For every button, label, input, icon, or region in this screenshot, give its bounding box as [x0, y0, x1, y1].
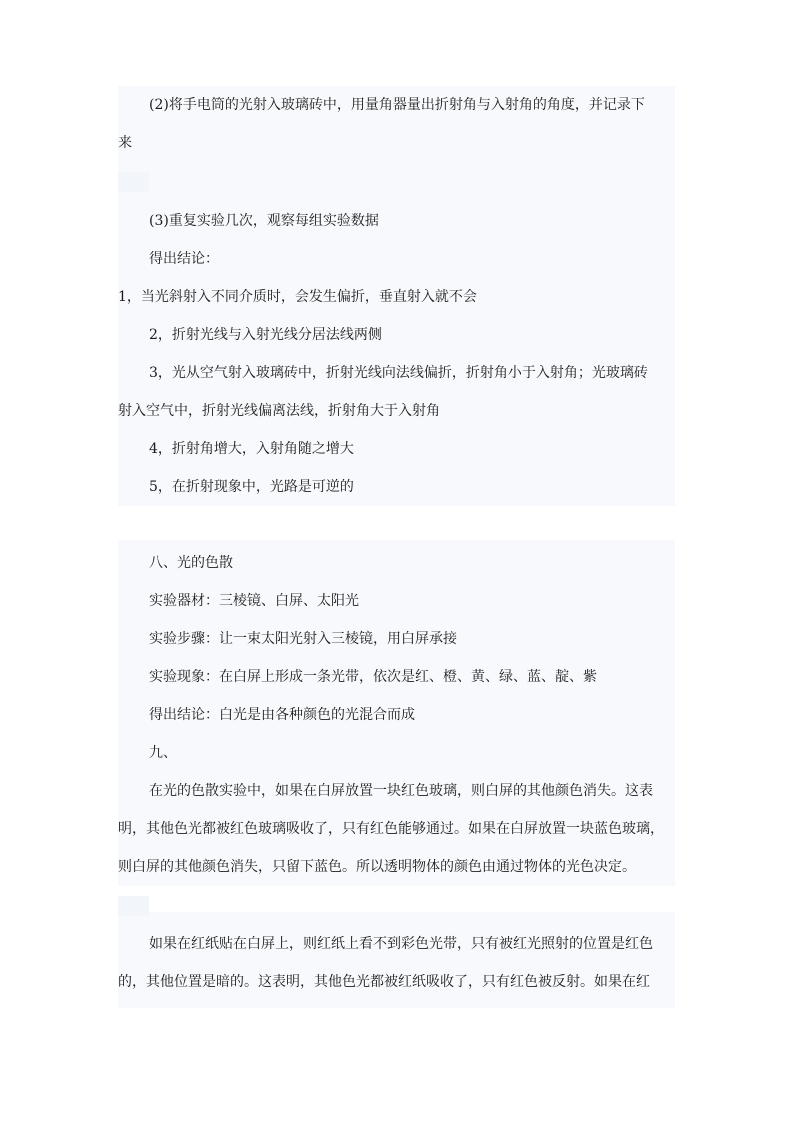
- paragraph-line: 4，折射角增大，入射角随之增大: [118, 430, 675, 468]
- paragraph-line: 实验器材：三棱镜、白屏、太阳光: [118, 582, 675, 620]
- paragraph-line: 5，在折射现象中，光路是可逆的: [118, 468, 675, 506]
- empty-table-cell: [118, 896, 149, 916]
- paragraph-line: 明，其他色光都被红色玻璃吸收了，只有红色能够通过。如果在白屏放置一块蓝色玻璃，: [118, 810, 675, 848]
- paragraph-line: 实验现象：在白屏上形成一条光带，依次是红、橙、黄、绿、蓝、靛、紫: [118, 658, 675, 696]
- empty-table-cell: [118, 172, 149, 192]
- paragraph-line: 得出结论：白光是由各种颜色的光混合而成: [118, 696, 675, 734]
- paragraph-line: (3)重复实验几次，观察每组实验数据: [118, 202, 675, 240]
- paragraph-line: 实验步骤：让一束太阳光射入三棱镜，用白屏承接: [118, 620, 675, 658]
- paragraph-line: 的，其他位置是暗的。这表明，其他色光都被红纸吸收了，只有红色被反射。如果在红: [118, 963, 675, 1001]
- paragraph-line: 得出结论：: [118, 240, 675, 278]
- paragraph-line: 射入空气中，折射光线偏离法线，折射角大于入射角: [118, 392, 675, 430]
- paragraph-line: 则白屏的其他颜色消失，只留下蓝色。所以透明物体的颜色由通过物体的光色决定。: [118, 848, 675, 886]
- paragraph-line: 3，光从空气射入玻璃砖中，折射光线向法线偏折，折射角小于入射角；光玻璃砖: [118, 354, 675, 392]
- paragraph-line: (2)将手电筒的光射入玻璃砖中，用量角器量出折射角与入射角的角度，并记录下: [118, 86, 675, 124]
- paragraph-line: 在光的色散实验中，如果在白屏放置一块红色玻璃，则白屏的其他颜色消失。这表: [118, 772, 675, 810]
- paragraph-line: 2，折射光线与入射光线分居法线两侧: [118, 316, 675, 354]
- paragraph-line: 1，当光斜射入不同介质时，会发生偏折，垂直射入就不会: [118, 278, 675, 316]
- section-heading: 八、光的色散: [118, 544, 675, 582]
- paragraph-line: 来: [118, 124, 675, 162]
- paragraph-line: 如果在红纸贴在白屏上，则红纸上看不到彩色光带，只有被红光照射的位置是红色: [118, 925, 675, 963]
- section-heading: 九、: [118, 734, 675, 772]
